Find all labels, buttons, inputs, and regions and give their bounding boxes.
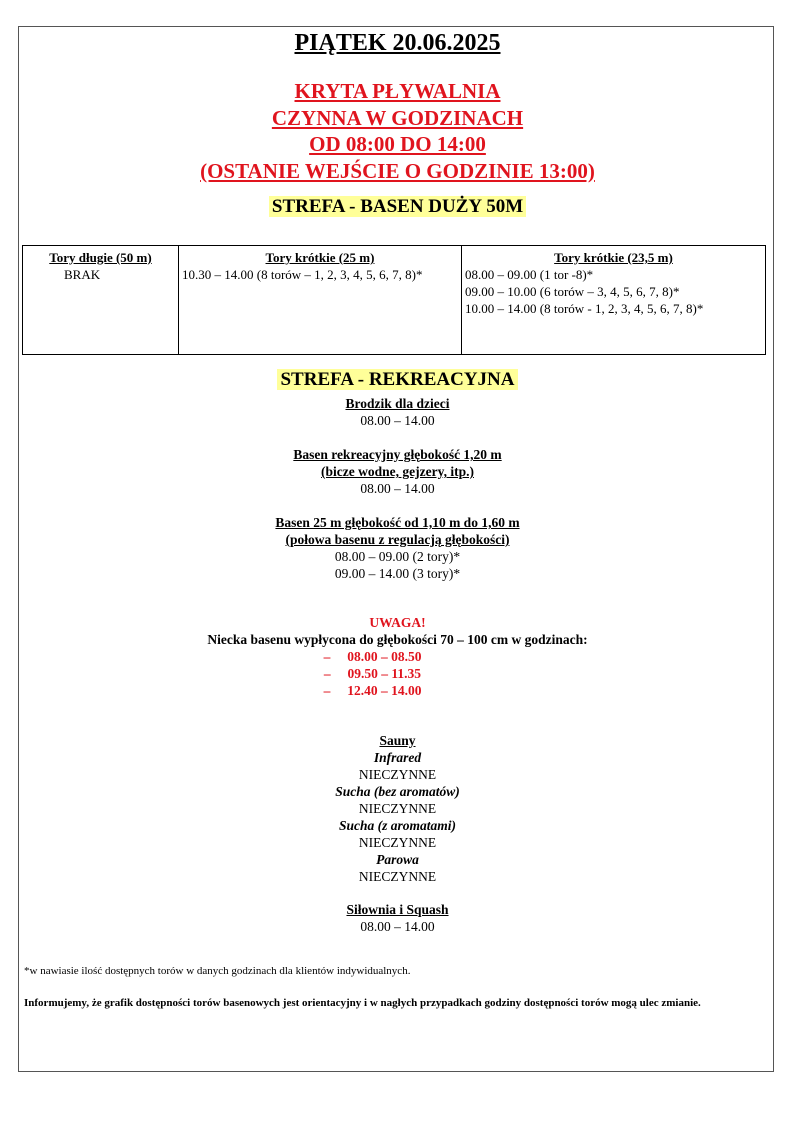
sauna-status: NIECZYNNE	[358, 835, 437, 850]
lanes-row: 10.30 – 14.00 (8 torów – 1, 2, 3, 4, 5, 6, 7, 8)*	[182, 267, 423, 282]
sauna-name: Sucha (z aromatami)	[338, 818, 457, 833]
zone-big-heading	[0, 196, 795, 218]
zone-rec-heading	[0, 369, 795, 391]
lanes-row: 08.00 – 09.00 (1 tor -8)*	[465, 267, 594, 282]
rec-pool-hours: 08.00 – 14.00	[360, 481, 435, 496]
notice-time	[0, 665, 795, 682]
sauna-name: Infrared	[373, 750, 422, 765]
lanes-table	[22, 245, 766, 355]
zone-rec-label: STREFA - REKREACYJNA	[277, 369, 517, 390]
pool25-section	[0, 514, 795, 582]
sauna-status: NIECZYNNE	[358, 869, 437, 884]
footnote: *w nawiasie ilość dostępnych torów w danych godzinach dla klientów indywidualnych.	[24, 965, 411, 977]
page-title: PIĄTEK 20.06.2025	[294, 30, 501, 56]
rec-pool-section	[0, 446, 795, 497]
pool-header	[0, 78, 795, 184]
lanes-row: 10.00 – 14.00 (8 torów - 1, 2, 3, 4, 5, 6, 7, 8)*	[465, 301, 704, 316]
lanes-col-short25	[179, 246, 462, 355]
sauna-status: NIECZYNNE	[358, 767, 437, 782]
notice-label: UWAGA!	[369, 615, 426, 630]
lanes-col-short235	[462, 246, 766, 355]
notice-time-value: 08.00 – 08.50	[347, 649, 422, 664]
notice-bullet: –	[323, 649, 331, 664]
pool25-hours: 09.00 – 14.00 (3 tory)*	[334, 566, 461, 581]
sauna-status: NIECZYNNE	[358, 801, 437, 816]
pool-header-line: KRYTA PŁYWALNIA	[294, 79, 501, 103]
sauna-name: Sucha (bez aromatów)	[335, 784, 460, 799]
pool-header-line: (OSTANIE WEJŚCIE O GODZINIE 13:00)	[200, 158, 595, 183]
gym-hours: 08.00 – 14.00	[360, 919, 435, 934]
rec-pool-subtitle: (bicze wodne, gejzery, itp.)	[321, 464, 474, 479]
pool-header-line: CZYNNA W GODZINACH	[271, 105, 524, 130]
rec-pool-title: Basen rekreacyjny głębokość 1,20 m	[293, 447, 502, 462]
zone-big-label: STREFA - BASEN DUŻY 50M	[269, 196, 526, 217]
pool-header-line: OD 08:00 DO 14:00	[309, 132, 486, 156]
lanes-col-long	[23, 246, 179, 355]
notice-bullet: –	[323, 683, 331, 698]
lanes-header: Tory długie (50 m)	[49, 250, 152, 265]
gym-section	[0, 901, 795, 935]
lanes-row: BRAK	[64, 267, 101, 282]
kids-pool-hours: 08.00 – 14.00	[360, 413, 435, 428]
gym-title: Siłownia i Squash	[346, 902, 449, 917]
lanes-header: Tory krótkie (23,5 m)	[554, 250, 673, 265]
sauna-name: Parowa	[376, 852, 419, 867]
notice-time-value: 09.50 – 11.35	[347, 666, 422, 681]
notice-time	[0, 682, 795, 699]
disclaimer: Informujemy, że grafik dostępności torów basenowych jest orientacyjny i w nagłych przypadkach godziny dostępności torów mogą ulec zmianie.	[24, 997, 701, 1009]
notice-time	[0, 648, 795, 665]
notice-bullet: –	[323, 666, 331, 681]
notice-section	[0, 614, 795, 699]
kids-pool-title: Brodzik dla dzieci	[345, 396, 450, 411]
lanes-header: Tory krótkie (25 m)	[265, 250, 375, 265]
notice-time-value: 12.40 – 14.00	[347, 683, 422, 698]
pool25-subtitle: (połowa basenu z regulacją głębokości)	[285, 532, 510, 547]
saunas-title: Sauny	[379, 733, 416, 748]
notice-text: Niecka basenu wypłycona do głębokości 70 – 100 cm w godzinach:	[207, 632, 588, 647]
kids-pool-section	[0, 395, 795, 429]
lanes-row: 09.00 – 10.00 (6 torów – 3, 4, 5, 6, 7, 8)*	[465, 284, 680, 299]
pool25-title: Basen 25 m głębokość od 1,10 m do 1,60 m	[275, 515, 520, 530]
pool25-hours: 08.00 – 09.00 (2 tory)*	[334, 549, 461, 564]
saunas-section	[0, 732, 795, 885]
